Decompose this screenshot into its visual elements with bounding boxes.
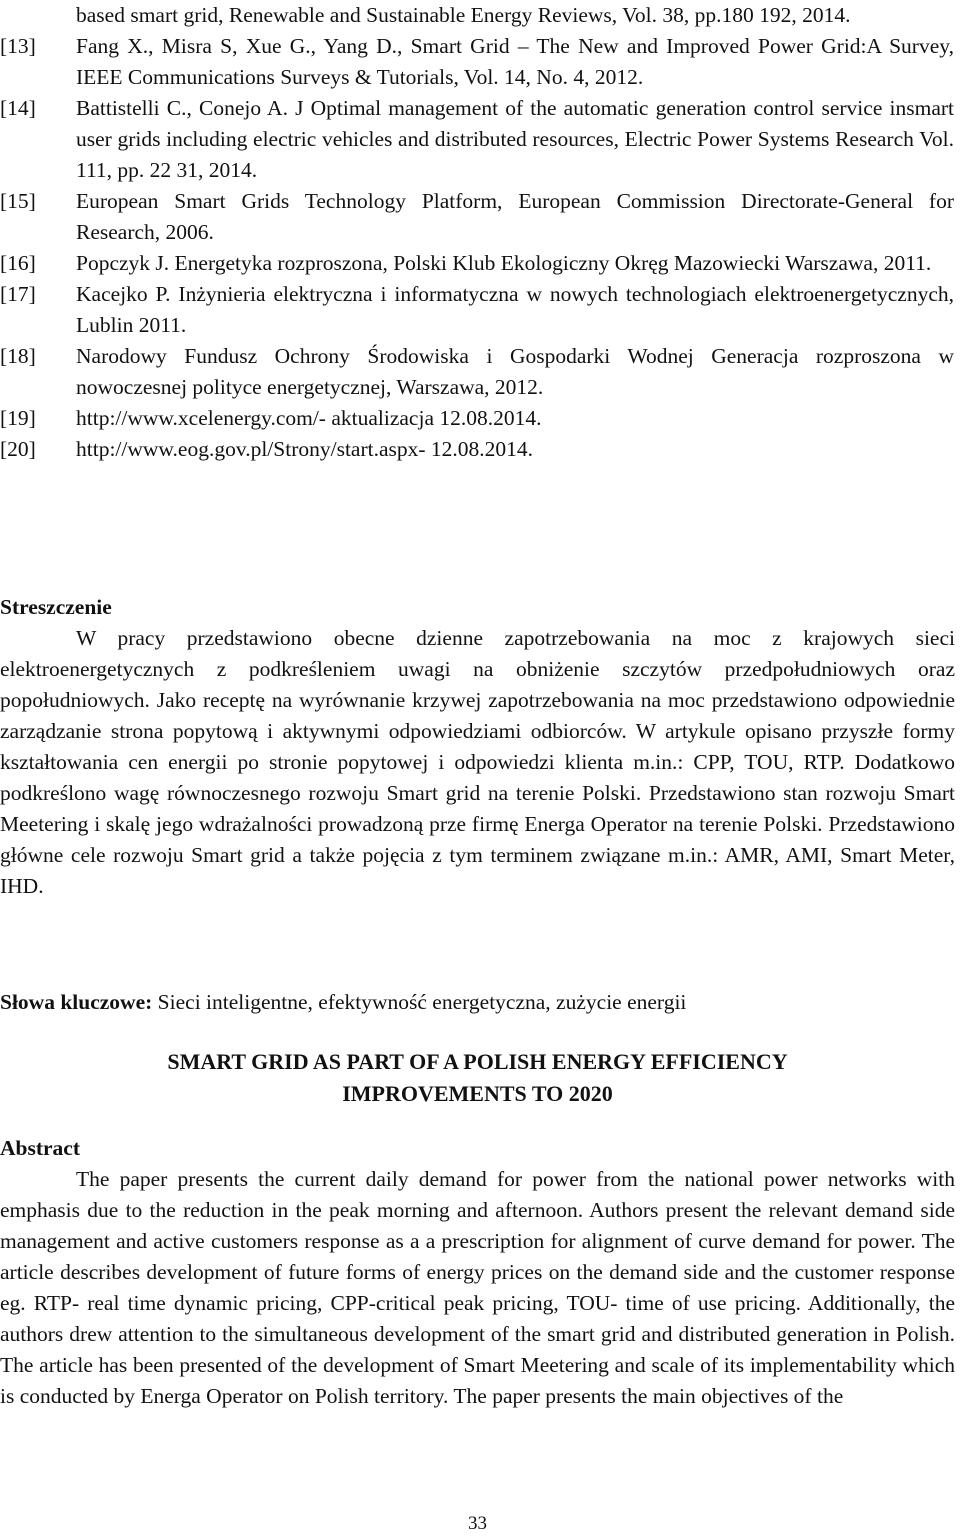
reference-number: [18]	[0, 344, 36, 368]
reference-number: [20]	[0, 437, 36, 461]
reference-number: [16]	[0, 251, 36, 275]
reference-link[interactable]: http://www.xcelenergy.com/- aktualizacja 12.08.2014.	[76, 406, 542, 430]
reference-text: based smart grid, Renewable and Sustainable Energy Reviews, Vol. 38, pp.180 192, 2014.	[76, 3, 851, 27]
paper-title-line-2: IMPROVEMENTS TO 2020	[342, 1081, 613, 1106]
reference-text: Kacejko P. Inżynieria elektryczna i informatyczna w nowych technologiach elektroenergetycznych, Lublin 2011.	[76, 282, 954, 337]
reference-18	[0, 341, 960, 403]
reference-number: [13]	[0, 34, 36, 58]
reference-continuation	[0, 0, 960, 31]
reference-list	[0, 0, 960, 465]
abstract-section	[0, 1133, 955, 1412]
abstract-heading: Abstract	[0, 1136, 81, 1160]
paper-title	[0, 1046, 955, 1110]
reference-20	[0, 434, 960, 465]
reference-link[interactable]: http://www.eog.gov.pl/Strony/start.aspx- 12.08.2014.	[76, 437, 534, 461]
reference-14	[0, 93, 960, 186]
paper-title-line-1: SMART GRID AS PART OF A POLISH ENERGY EFFICIENCY	[167, 1049, 788, 1074]
reference-number: [17]	[0, 282, 36, 306]
keywords-text: Sieci inteligentne, efektywność energetyczna, zużycie energii	[157, 990, 687, 1014]
reference-text: European Smart Grids Technology Platform, European Commission Directorate-General for Research, 2006.	[76, 189, 954, 244]
reference-15	[0, 186, 960, 248]
reference-number: [14]	[0, 96, 36, 120]
reference-text: Popczyk J. Energetyka rozproszona, Polski Klub Ekologiczny Okręg Mazowiecki Warszawa, 2011.	[76, 251, 932, 275]
reference-text: Narodowy Fundusz Ochrony Środowiska i Gospodarki Wodnej Generacja rozproszona w nowoczesnej polityce energetycznej, Warszawa, 2012.	[76, 344, 954, 399]
streszczenie-heading: Streszczenie	[0, 595, 112, 619]
streszczenie-section	[0, 592, 955, 902]
abstract-body: The paper presents the current daily demand for power from the national power networks with emphasis due to the reduction in the peak morning and afternoon. Authors present the relevant demand side management and active customers response as a a prescription for alignment of curve demand for power. The article describes development of future forms of energy prices on the demand side and the customer response eg. RTP- real time dynamic pricing, CPP-critical peak pricing, TOU- time of use pricing. Additionally, the authors drew attention to the simultaneous development of the smart grid and distributed generation in Polish. The article has been presented of the development of Smart Meetering and scale of its implementability which is conducted by Energa Operator on Polish territory. The paper presents the main objectives of the	[0, 1167, 955, 1408]
reference-16	[0, 248, 960, 279]
keywords-label: Słowa kluczowe:	[0, 990, 153, 1014]
reference-17	[0, 279, 960, 341]
reference-number: [15]	[0, 189, 36, 213]
reference-19	[0, 403, 960, 434]
reference-13	[0, 31, 960, 93]
reference-text: Battistelli C., Conejo A. J Optimal management of the automatic generation control service insmart user grids including electric vehicles and distributed resources, Electric Power Systems Research Vol. 111, pp. 22 31, 2014.	[76, 96, 954, 182]
keywords-line	[0, 987, 955, 1018]
reference-text: Fang X., Misra S, Xue G., Yang D., Smart Grid – The New and Improved Power Grid:A Survey, IEEE Communications Surveys & Tutorials, Vol. 14, No. 4, 2012.	[76, 34, 954, 89]
page-number: 33	[468, 1513, 487, 1534]
reference-number: [19]	[0, 406, 36, 430]
streszczenie-body: W pracy przedstawiono obecne dzienne zapotrzebowania na moc z krajowych sieci elektroenergetycznych z podkreśleniem uwagi na obniżenie szczytów przedpołudniowych oraz popołudniowych. Jako receptę na wyrównanie krzywej zapotrzebowania na moc przedstawiono odpowiednie zarządzanie strona popytową i aktywnymi odpowiedziami odbiorców. W artykule opisano przyszłe formy kształtowania cen energii po stronie popytowej i odpowiedzi klienta m.in.: CPP, TOU, RTP. Dodatkowo podkreślono wagę równoczesnego rozwoju Smart grid na terenie Polski. Przedstawiono stan rozwoju Smart Meetering i skalę jego wdrażalności prowadzoną prze firmę Energa Operator na terenie Polski. Przedstawiono główne cele rozwoju Smart grid a także pojęcia z tym terminem związane m.in.: AMR, AMI, Smart Meter, IHD.	[0, 626, 955, 898]
